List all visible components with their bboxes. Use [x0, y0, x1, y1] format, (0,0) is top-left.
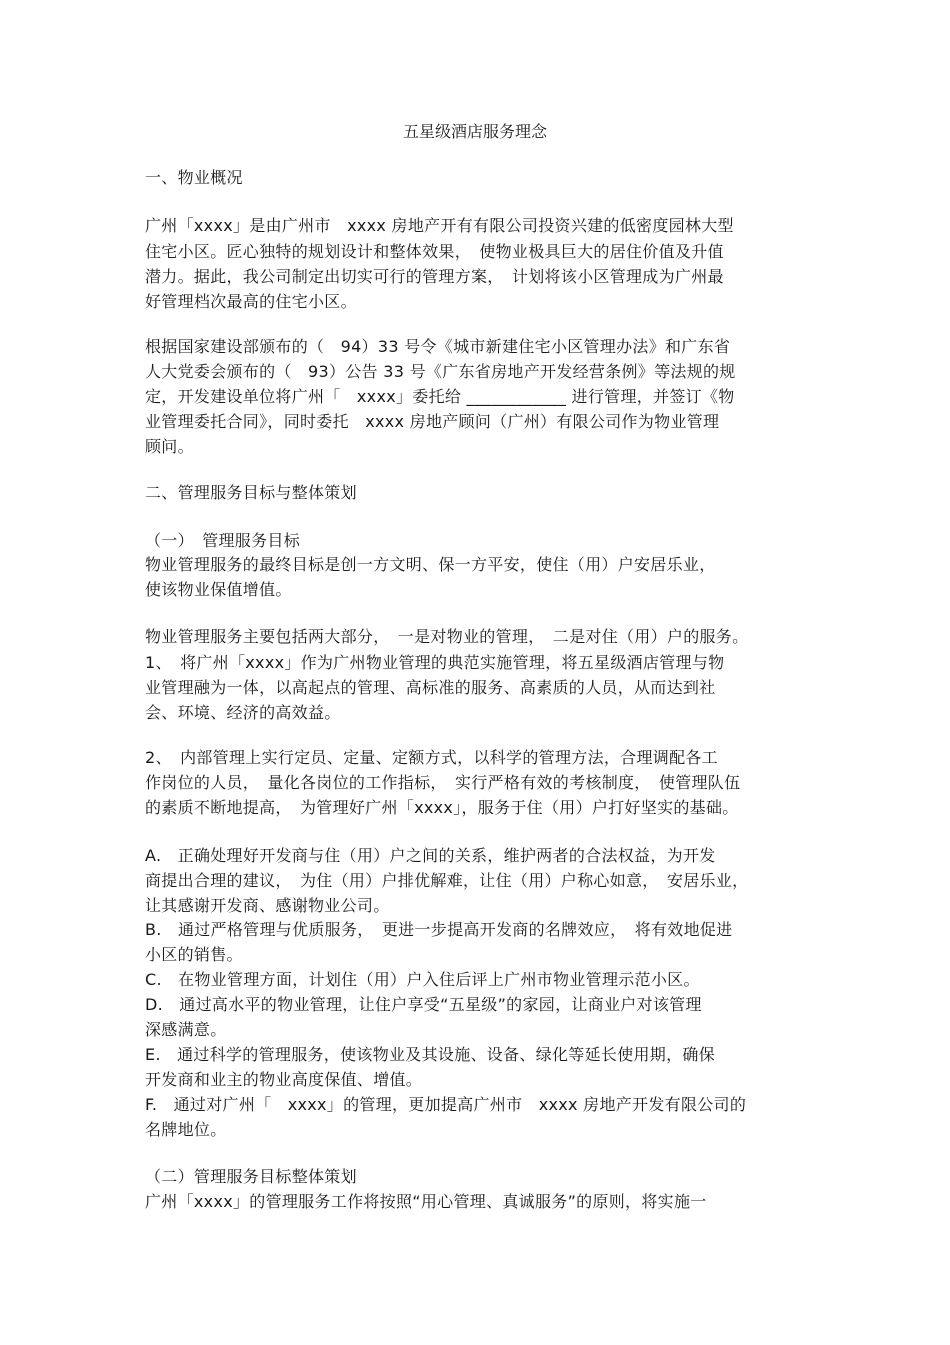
list-item-line: 名牌地位。 — [145, 1120, 227, 1139]
paragraph-line: 定，开发建设单位将广州「 xxxx」委托给 ____________ 进行管理，并签订《物 — [145, 387, 735, 406]
list-item-line: 小区的销售。 — [145, 945, 243, 964]
list-item-line: 开发商和业主的物业高度保值、增值。 — [145, 1070, 423, 1089]
list-item-line: 2、 内部管理上实行定员、定量、定额方式，以科学的管理方法，合理调配各工 — [145, 748, 718, 767]
list-item-line: B. 通过严格管理与优质服务， 更进一步提高开发商的名牌效应， 将有效地促进 — [145, 920, 733, 939]
list-item-line: 让其感谢开发商、感谢物业公司。 — [145, 896, 390, 915]
paragraph-line: 住宅小区。匠心独特的规划设计和整体效果， 使物业极具巨大的居住价值及升值 — [145, 242, 724, 261]
paragraph-line: 顾问。 — [145, 437, 194, 456]
paragraph-line: 业管理委托合同》，同时委托 xxxx 房地产顾问（广州）有限公司作为物业管理 — [145, 412, 720, 431]
section-heading-2: 二、管理服务目标与整体策划 — [145, 483, 357, 502]
paragraph-line: 物业管理服务主要包括两大部分， 一是对物业的管理， 二是对住（用）户的服务。 — [145, 627, 749, 646]
list-item-line: 的素质不断地提高， 为管理好广州「xxxx」，服务于住（用）户打好坚实的基础。 — [145, 798, 739, 817]
list-item-line: D. 通过高水平的物业管理，让住户享受“五星级”的家园，让商业户对该管理 — [145, 995, 702, 1014]
list-item-line: 深感满意。 — [145, 1020, 227, 1039]
list-item-line: 1、 将广州「xxxx」作为广州物业管理的典范实施管理，将五星级酒店管理与物 — [145, 653, 725, 672]
list-item-line: E. 通过科学的管理服务，使该物业及其设施、设备、绿化等延长使用期，确保 — [145, 1045, 715, 1064]
section-heading-1: 一、物业概况 — [145, 168, 243, 187]
paragraph-line: 广州「xxxx」的管理服务工作将按照“用心管理、真诚服务”的原则，将实施一 — [145, 1192, 707, 1211]
list-item-line: 会、环境、经济的高效益。 — [145, 703, 341, 722]
list-item-line: A. 正确处理好开发商与住（用）户之间的关系，维护两者的合法权益，为开发 — [145, 846, 716, 865]
paragraph-line: 物业管理服务的最终目标是创一方文明、保一方平安，使住（用）户安居乐业， — [145, 555, 716, 574]
document-title: 五星级酒店服务理念 — [402, 122, 547, 141]
list-item-line: C. 在物业管理方面，计划住（用）户入住后评上广州市物业管理示范小区。 — [145, 970, 700, 989]
list-item-line: 商提出合理的建议， 为住（用）户排优解难，让住（用）户称心如意， 安居乐业， — [145, 871, 749, 890]
paragraph-line: 潜力。据此，我公司制定出切实可行的管理方案， 计划将该小区管理成为广州最 — [145, 267, 724, 286]
list-item-line: F. 通过对广州「 xxxx」的管理，更加提高广州市 xxxx 房地产开发有限公司的 — [145, 1095, 747, 1114]
paragraph-line: 人大党委会颁布的（ 93）公告 33 号《广东省房地产开发经营条例》等法规的规 — [145, 362, 736, 381]
subsection-heading-2: （二）管理服务目标整体策划 — [145, 1167, 357, 1186]
paragraph-line: 广州「xxxx」是由广州市 xxxx 房地产开有有限公司投资兴建的低密度园林大型 — [145, 216, 734, 235]
paragraph-line: 根据国家建设部颁布的（ 94）33 号令《城市新建住宅小区管理办法》和广东省 — [145, 337, 731, 356]
list-item-line: 作岗位的人员， 量化各岗位的工作指标， 实行严格有效的考核制度， 使管理队伍 — [145, 773, 741, 792]
paragraph-line: 使该物业保值增值。 — [145, 580, 292, 599]
subsection-heading-1: （一） 管理服务目标 — [145, 531, 301, 550]
paragraph-line: 好管理档次最高的住宅小区。 — [145, 292, 357, 311]
list-item-line: 业管理融为一体，以高起点的管理、高标准的服务、高素质的人员，从而达到社 — [145, 678, 716, 697]
